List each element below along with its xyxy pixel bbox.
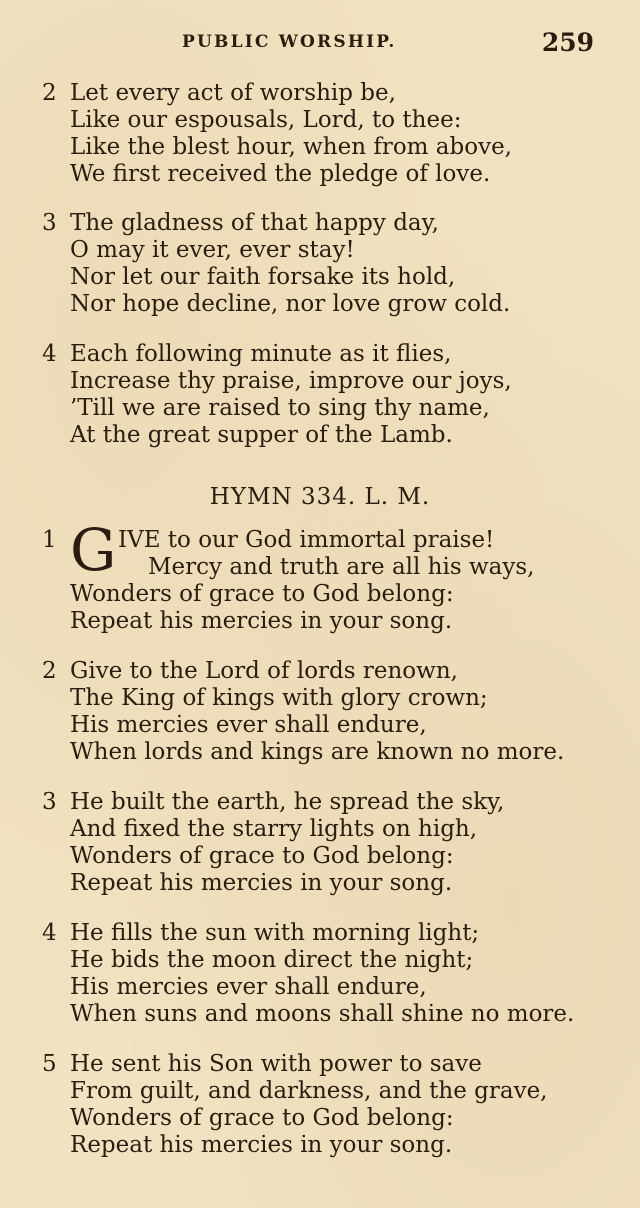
- stanza-number: 4: [42, 920, 57, 946]
- running-title: PUBLIC WORSHIP.: [182, 32, 397, 52]
- drop-cap: G: [70, 516, 117, 584]
- running-head: [0, 28, 640, 57]
- hymn-heading: HYMN 334. L. M.: [209, 484, 431, 510]
- verse-line: He bids the moon direct the night;: [70, 947, 474, 973]
- verse-line: Increase thy praise, improve our joys,: [70, 368, 512, 394]
- verse-line: O may it ever, ever stay!: [70, 237, 355, 263]
- verse-line: Wonders of grace to God belong:: [70, 843, 454, 869]
- verse-line: He built the earth, he spread the sky,: [70, 789, 505, 815]
- stanza-number: 2: [42, 658, 57, 684]
- verse-line: His mercies ever shall endure,: [70, 974, 427, 1000]
- verse-line: We first received the pledge of love.: [70, 161, 491, 187]
- stanza-number: 3: [42, 789, 57, 815]
- verse-line: At the great supper of the Lamb.: [70, 422, 453, 448]
- stanza-number: 5: [42, 1051, 57, 1077]
- verse-line: IVE to our God immortal praise!: [118, 527, 495, 553]
- stanza-number: 2: [42, 80, 57, 106]
- verse-line: From guilt, and darkness, and the grave,: [70, 1078, 548, 1104]
- stanza-number: 3: [42, 210, 57, 236]
- verse-line: Give to the Lord of lords renown,: [70, 658, 458, 684]
- verse-line: Like our espousals, Lord, to thee:: [70, 107, 462, 133]
- stanza-number: 4: [42, 341, 57, 367]
- verse-line: Repeat his mercies in your song.: [70, 1132, 453, 1158]
- verse-line: And fixed the starry lights on high,: [70, 816, 478, 842]
- verse-line: ’Till we are raised to sing thy name,: [70, 395, 490, 421]
- verse-line: When suns and moons shall shine no more.: [70, 1001, 575, 1027]
- verse-line: Repeat his mercies in your song.: [70, 870, 453, 896]
- verse-line: Let every act of worship be,: [70, 80, 396, 106]
- verse-line: Each following minute as it flies,: [70, 341, 452, 367]
- verse-line: Nor let our faith forsake its hold,: [70, 264, 456, 290]
- verse-line: Nor hope decline, nor love grow cold.: [70, 291, 511, 317]
- verse-line: Mercy and truth are all his ways,: [148, 554, 535, 580]
- verse-line: When lords and kings are known no more.: [70, 739, 565, 765]
- stanza-number: 1: [42, 527, 57, 553]
- verse-line: The King of kings with glory crown;: [70, 685, 488, 711]
- verse-line: Wonders of grace to God belong:: [70, 1105, 454, 1131]
- verse-line: Like the blest hour, when from above,: [70, 134, 512, 160]
- verse-line: Repeat his mercies in your song.: [70, 608, 453, 634]
- verse-line: He fills the sun with morning light;: [70, 920, 480, 946]
- verse-line: His mercies ever shall endure,: [70, 712, 427, 738]
- verse-line: Wonders of grace to God belong:: [70, 581, 454, 607]
- page-number: 259: [541, 28, 594, 57]
- verse-line: He sent his Son with power to save: [70, 1051, 482, 1077]
- verse-line: The gladness of that happy day,: [70, 210, 439, 236]
